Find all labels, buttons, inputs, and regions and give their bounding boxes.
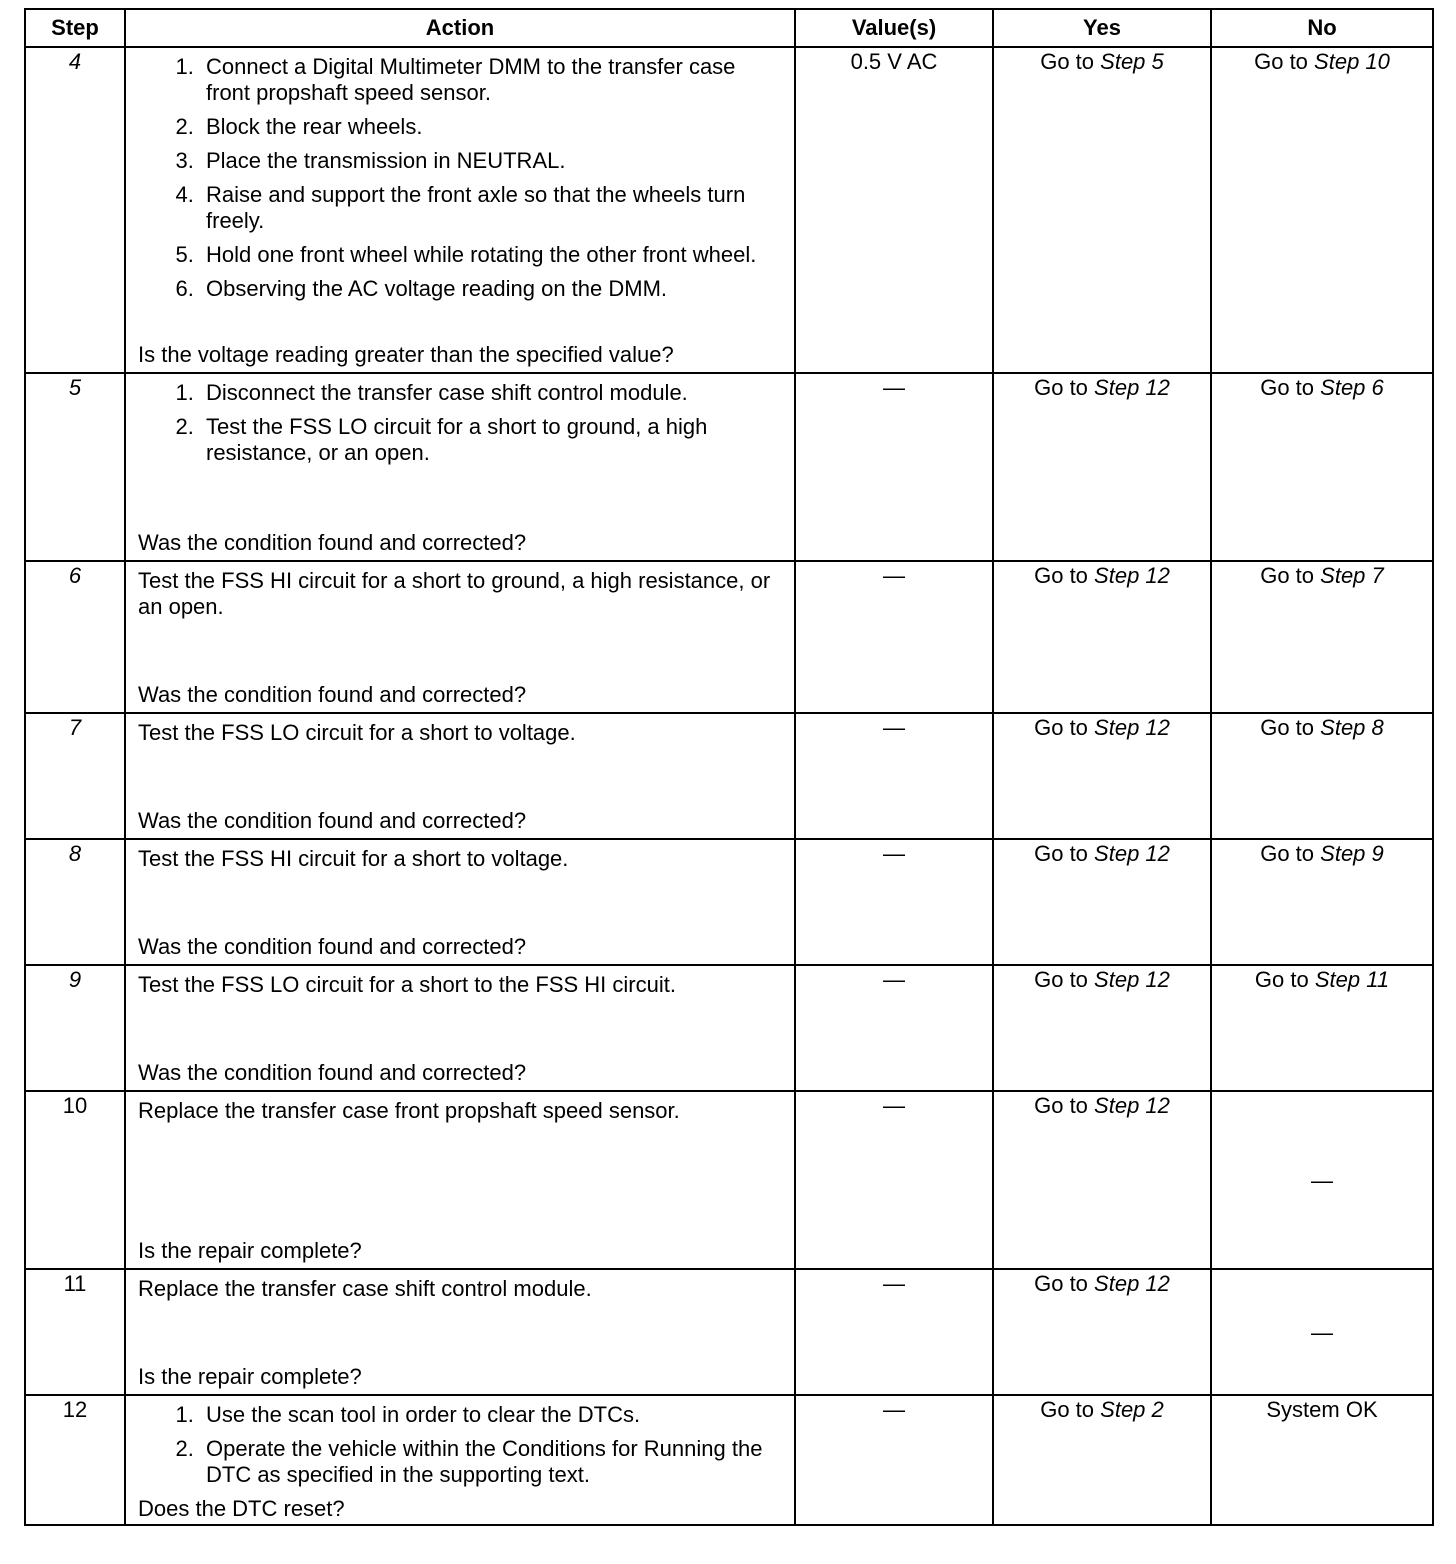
value-cell: 0.5 V AC	[795, 47, 993, 373]
header-values: Value(s)	[795, 9, 993, 47]
goto-step-link: Step 12	[1094, 841, 1170, 866]
step-number: 12	[25, 1395, 125, 1525]
action-question: Does the DTC reset?	[138, 1496, 345, 1521]
value-cell: —	[795, 1395, 993, 1525]
step-number: 9	[25, 965, 125, 1091]
goto-prefix: Go to	[1034, 1093, 1088, 1118]
action-step-item: 2. Test the FSS LO circuit for a short to ground, a high resistance, or an open.	[200, 414, 782, 466]
action-question: Is the repair complete?	[138, 1238, 362, 1263]
value-cell: —	[795, 713, 993, 839]
action-step-item: 2. Block the rear wheels.	[200, 114, 782, 140]
step-number: 6	[25, 561, 125, 713]
action-cell	[125, 373, 795, 561]
no-cell: —	[1211, 1091, 1433, 1269]
action-step-item: 4. Raise and support the front axle so that the wheels turn freely.	[200, 182, 782, 234]
action-steps-list	[138, 380, 782, 466]
action-step-item: 1. Connect a Digital Multimeter DMM to the transfer case front propshaft speed sensor.	[200, 54, 782, 106]
goto-step-link: Step 8	[1320, 715, 1384, 740]
goto-prefix: Go to	[1034, 375, 1088, 400]
action-question: Is the voltage reading greater than the specified value?	[138, 342, 674, 367]
goto-step-link: Step 12	[1094, 715, 1170, 740]
action-step-item: 5. Hold one front wheel while rotating the other front wheel.	[200, 242, 782, 268]
yes-cell	[993, 965, 1211, 1091]
action-question: Was the condition found and corrected?	[138, 808, 527, 833]
goto-prefix: Go to	[1260, 563, 1315, 588]
action-question: Was the condition found and corrected?	[138, 934, 527, 959]
table-row	[25, 561, 1433, 713]
value-cell: —	[795, 1091, 993, 1269]
no-cell: —	[1211, 1269, 1433, 1395]
action-steps-list	[138, 54, 782, 302]
no-cell: System OK	[1211, 1395, 1433, 1525]
table-row	[25, 713, 1433, 839]
step-number: 5	[25, 373, 125, 561]
no-cell	[1211, 561, 1433, 713]
diagnostic-table	[24, 8, 1434, 1526]
table-row	[25, 1091, 1433, 1269]
header-row	[25, 9, 1433, 47]
step-number: 8	[25, 839, 125, 965]
goto-prefix: Go to	[1034, 841, 1088, 866]
goto-prefix: Go to	[1260, 715, 1315, 740]
goto-step-link: Step 2	[1100, 1397, 1164, 1422]
step-number: 10	[25, 1091, 125, 1269]
goto-step-link: Step 12	[1094, 375, 1170, 400]
yes-cell	[993, 373, 1211, 561]
goto-step-link: Step 10	[1314, 49, 1390, 74]
action-instruction: Replace the transfer case shift control module.	[138, 1276, 592, 1301]
yes-cell	[993, 713, 1211, 839]
action-cell	[125, 713, 795, 839]
action-question: Is the repair complete?	[138, 1364, 362, 1389]
goto-step-link: Step 12	[1094, 1271, 1170, 1296]
action-steps-list	[138, 1402, 782, 1488]
goto-prefix: Go to	[1040, 49, 1095, 74]
yes-cell	[993, 839, 1211, 965]
goto-prefix: Go to	[1260, 841, 1315, 866]
goto-prefix: Go to	[1034, 715, 1088, 740]
action-cell	[125, 1395, 795, 1525]
table-row	[25, 1269, 1433, 1395]
action-cell	[125, 1091, 795, 1269]
action-cell	[125, 561, 795, 713]
value-cell: —	[795, 965, 993, 1091]
action-question: Was the condition found and corrected?	[138, 682, 527, 707]
header-yes: Yes	[993, 9, 1211, 47]
goto-step-link: Step 6	[1320, 375, 1384, 400]
goto-step-link: Step 5	[1100, 49, 1164, 74]
goto-step-link: Step 7	[1320, 563, 1384, 588]
action-question: Was the condition found and corrected?	[138, 530, 527, 555]
goto-step-link: Step 12	[1094, 967, 1170, 992]
action-instruction: Test the FSS LO circuit for a short to voltage.	[138, 720, 576, 745]
yes-cell	[993, 47, 1211, 373]
goto-prefix: Go to	[1260, 375, 1315, 400]
goto-step-link: Step 9	[1320, 841, 1384, 866]
goto-step-link: Step 12	[1094, 1093, 1170, 1118]
goto-prefix: Go to	[1034, 1271, 1088, 1296]
goto-step-link: Step 11	[1314, 967, 1390, 992]
action-step-item: 3. Place the transmission in NEUTRAL.	[200, 148, 782, 174]
action-instruction: Test the FSS HI circuit for a short to ground, a high resistance, or an open.	[138, 568, 771, 619]
action-question: Was the condition found and corrected?	[138, 1060, 527, 1085]
yes-cell	[993, 1091, 1211, 1269]
no-cell	[1211, 713, 1433, 839]
goto-prefix: Go to	[1034, 967, 1088, 992]
no-cell	[1211, 47, 1433, 373]
action-step-item: 1. Use the scan tool in order to clear the DTCs.	[200, 1402, 782, 1428]
header-action: Action	[125, 9, 795, 47]
yes-cell	[993, 1269, 1211, 1395]
value-cell: —	[795, 561, 993, 713]
goto-step-link: Step 12	[1094, 563, 1170, 588]
action-instruction: Test the FSS HI circuit for a short to voltage.	[138, 846, 569, 871]
step-number: 11	[25, 1269, 125, 1395]
action-cell	[125, 47, 795, 373]
action-cell	[125, 1269, 795, 1395]
action-cell	[125, 965, 795, 1091]
action-step-item: 2. Operate the vehicle within the Conditions for Running the DTC as specified in the supporting text.	[200, 1436, 782, 1488]
step-number: 7	[25, 713, 125, 839]
goto-prefix: Go to	[1034, 563, 1088, 588]
no-cell	[1211, 965, 1433, 1091]
action-instruction: Replace the transfer case front propshaft speed sensor.	[138, 1098, 680, 1123]
yes-cell	[993, 1395, 1211, 1525]
header-no: No	[1211, 9, 1433, 47]
yes-cell	[993, 561, 1211, 713]
value-cell: —	[795, 839, 993, 965]
no-cell	[1211, 373, 1433, 561]
table-row	[25, 1395, 1433, 1525]
action-cell	[125, 839, 795, 965]
goto-prefix: Go to	[1254, 967, 1309, 992]
no-cell	[1211, 839, 1433, 965]
table-row	[25, 839, 1433, 965]
value-cell: —	[795, 1269, 993, 1395]
action-instruction: Test the FSS LO circuit for a short to the FSS HI circuit.	[138, 972, 676, 997]
goto-prefix: Go to	[1040, 1397, 1095, 1422]
table-row	[25, 965, 1433, 1091]
action-step-item: 6. Observing the AC voltage reading on the DMM.	[200, 276, 782, 302]
step-number: 4	[25, 47, 125, 373]
table-row	[25, 47, 1433, 373]
action-step-item: 1. Disconnect the transfer case shift control module.	[200, 380, 782, 406]
goto-prefix: Go to	[1254, 49, 1308, 74]
value-cell: —	[795, 373, 993, 561]
table-row	[25, 373, 1433, 561]
header-step: Step	[25, 9, 125, 47]
